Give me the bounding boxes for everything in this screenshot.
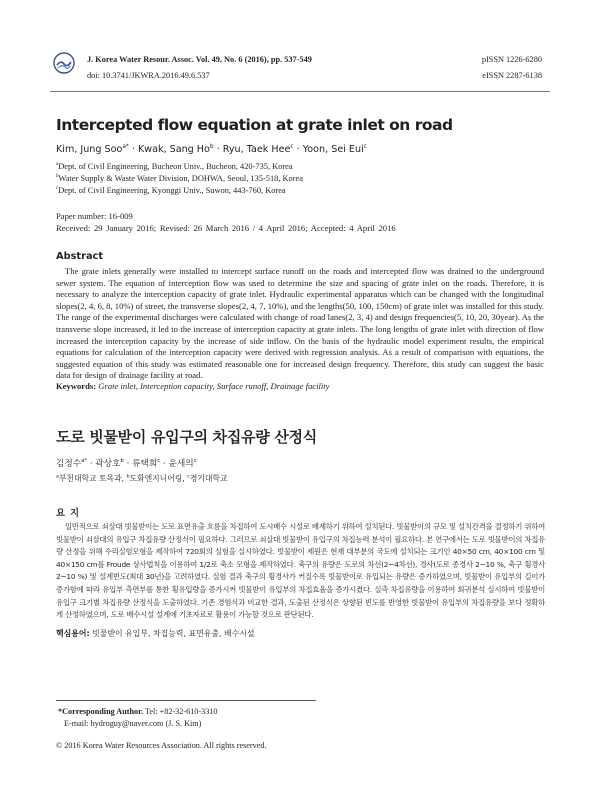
author-affil-mark: a* — [81, 458, 87, 465]
pissn: pISSN 1226-6280 — [481, 55, 542, 64]
author-name: 윤세의 — [168, 459, 194, 469]
affil-mark: b — [56, 174, 59, 180]
author-separator: · — [293, 144, 303, 155]
keywords-list: Grate inlet, Interception capacity, Surface runoff, Drainage facility — [98, 381, 330, 391]
affil-mark: c — [56, 186, 59, 192]
author-affil-mark: c — [193, 458, 197, 465]
journal-logo — [53, 52, 75, 74]
authors-en — [56, 144, 367, 155]
author-name: 류택희 — [132, 459, 158, 469]
author-affil-mark: c — [157, 458, 161, 465]
author-name: Ryu, Taek Hee — [222, 144, 291, 155]
author-separator: · — [128, 144, 138, 155]
author-separator: · — [87, 459, 96, 469]
affil-text: 부천대학교 토목과, — [58, 474, 127, 483]
corresponding-tel: Tel: +82-32-610-3310 — [143, 707, 218, 716]
affil-text: Water Supply & Waste Water Division, DOHWA, Seoul, 135-518, Korea — [58, 174, 303, 183]
affil-mark: b — [126, 474, 130, 480]
author-affil-mark: c — [290, 143, 294, 150]
keywords-ko-list: 빗물받이 유입부, 차집능력, 표면유출, 배수시설 — [89, 629, 255, 638]
keywords-ko — [56, 628, 255, 639]
author-name: Kim, Jung Soo — [56, 144, 123, 155]
author-affil-mark: c — [363, 143, 367, 150]
author-affil-mark: b — [209, 143, 214, 150]
abstract-body: The grate inlets generally were installed to intercept surface runoff on the roads and intercepted flow was drained to the underground sewer system. The equation of interception flow was used to determine the size and spacing of grate inlet on the roads. Therefore, it is necessary to analyze the interception capacity of grate inlet. Hydraulic experimental apparatus which can be changed with the longitudinal slopes(2, 4, 6, 8, 10%) of street, the transverse slopes(2, 4, 7, 10%), and the lengths(50, 100, 150cm) of grate inlet was installed for this study. The range of the experimental discharges were calculated with change of road lanes(2, 3, 4) and design frequencies(5, 10, 20, 30year). As the transverse slope increased, it led to the increase of interception capacity at grate inlets. The long lengths of grate inlet with direction of flow increased the interception capacity by the increase of side inflow. On the basis of the hydraulic model experiment results, the empirical equations for calculation of the interception capacity were derived with regression analysis. As a result of comparison with equations, the suggested equation of this study was estimated reasonable one for increased design frequency. Therefore, this study can suggest the basic data for design of drainage facility at road. — [56, 266, 544, 381]
corresponding-email: E-mail: hydroguy@naver.com (J. S. Kim) — [64, 719, 202, 728]
corresponding-author — [58, 707, 217, 716]
journal-citation: J. Korea Water Resour. Assoc. Vol. 49, No. 6 (2016), pp. 537-549 — [87, 55, 312, 64]
affil-text: 경기대학교 — [189, 474, 228, 483]
paper-title-ko: 도로 빗물받이 유입구의 차집유량 산정식 — [56, 428, 317, 446]
received-dates: Received: 29 January 2016; Revised: 26 March 2016 / 4 April 2016; Accepted: 4 April 2016 — [56, 223, 396, 233]
header-divider — [50, 91, 550, 92]
eissn: eISSN 2287-6138 — [482, 71, 542, 80]
keywords-label: Keywords: — [56, 381, 97, 391]
affiliation-b — [56, 173, 303, 184]
affiliations-ko — [56, 473, 227, 484]
abstract-heading: Abstract — [56, 251, 104, 262]
paper-title-en: Intercepted flow equation at grate inlet on road — [56, 116, 453, 134]
author-separator: · — [213, 144, 223, 155]
affil-text: Dept. of Civil Engineering, Kyonggi Univ., Suwon, 443-760, Korea — [58, 186, 286, 195]
author-name: 김정수 — [56, 459, 82, 469]
footnote-divider — [56, 700, 316, 701]
keywords-ko-label: 핵심용어: — [56, 629, 90, 638]
author-name: Kwak, Sang Ho — [137, 144, 210, 155]
affiliation-a — [56, 161, 293, 172]
affil-text: Dept. of Civil Engineering, Bucheon Univ., Bucheon, 420-735, Korea — [58, 162, 293, 171]
authors-ko — [56, 457, 197, 469]
author-name: 곽상호 — [95, 459, 121, 469]
copyright-notice: © 2016 Korea Water Resources Association. All rights reserved. — [56, 741, 267, 750]
paper-number: Paper number: 16-009 — [56, 211, 133, 221]
korean-abstract-body: 일반적으로 쇠살대 빗물받이는 도로 표면유출 흐름을 차집하여 도시배수 시설로 배제하기 위하여 설치된다. 빗물받이의 규모 및 설치간격을 결정하기 위하여 빗물받이 쇠살대의 유입구 차집유량 산정식이 필요하다. 그러므로 쇠살대 빗물받이 유입구의 차집능력 분석이 필요하다. 본 연구에서는 도로 빗물받이의 차집유량 산정을 위해 수리실험모형을 제작하여 720회의 실험을 실시하였다. 빗물받이 제원은 현재 대부분의 국도에 설치되는 크기인 40×50 cm, 40×100 cm 및 40×150 cm를 Froude 상사법칙을 이용하여 1/2로 축소 모형을 제작하였다. 축구의 유량은 도로의 차선(2~4차선), 경사(도로 종경사 2~10 %, 축구 횡경사 2~10 %) 및 설계빈도(최대 30년)을 고려하였다. 실험 결과 축구의 횡경사가 커질수록 빗물받이로 유입되는 유량은 증가하였으며, 빗물받이 유입부의 길이가 증가함에 따라 유입부 측면부를 통한 횡유입량을 증가시켜 빗물받이 유입부의 차집효율을 증가시켰다. 실측 차집유량을 이용하여 회귀분석 실시하여 빗물받이 유입구 크기별 차집유량 산정식을 도출하였다. 기존 경험식과 비교한 결과, 도출된 산정식은 상향된 빈도를 반영한 빗물받이 유입부의 차집유량을 보다 정확하게 산정하였으며, 도로 배수시설 설계에 기초자료로 활용이 가능할 것으로 판단된다. — [56, 522, 545, 620]
keywords — [56, 381, 544, 391]
author-name: Yoon, Sei Eui — [302, 144, 364, 155]
author-affil-mark: b — [120, 458, 124, 465]
affil-text: 도화엔지니어링, — [129, 474, 188, 483]
author-affil-mark: a* — [122, 143, 129, 150]
affil-mark: c — [187, 474, 190, 480]
author-separator: · — [160, 459, 169, 469]
affiliation-c — [56, 185, 286, 196]
affil-mark: a — [56, 162, 59, 168]
korean-abstract-heading: 요지 — [56, 508, 85, 519]
affil-mark: a — [56, 474, 59, 480]
doi: doi: 10.3741/JKWRA.2016.49.6.537 — [87, 71, 210, 80]
author-separator: · — [123, 459, 133, 469]
corresponding-label: *Corresponding Author. — [58, 707, 144, 716]
